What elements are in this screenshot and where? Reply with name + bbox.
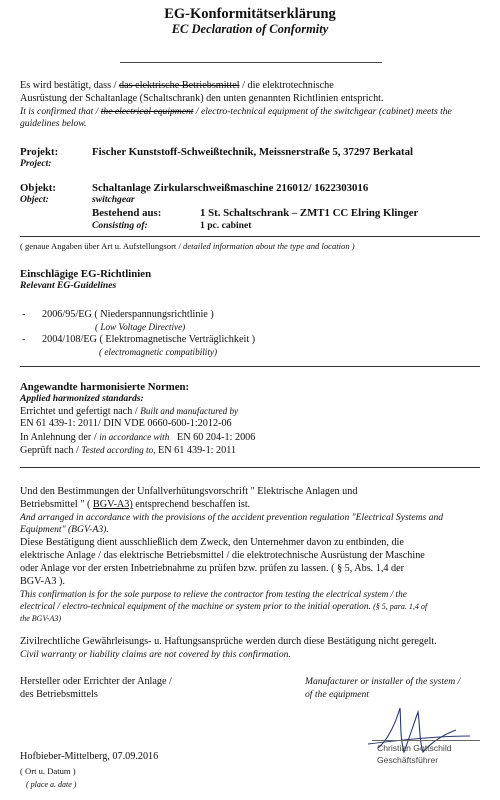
regulation-de-line2: Betriebsmittel " ( BGV-A3) entsprechend beschaffen ist. bbox=[20, 499, 251, 510]
directive-bullet: - bbox=[22, 309, 26, 320]
object-divider bbox=[20, 236, 480, 237]
standards-heading: Angewandte harmonisierte Normen: bbox=[20, 381, 190, 393]
directive-item: 2004/108/EG ( Elektromagnetische Verträglichkeit ) bbox=[42, 334, 256, 345]
page-title: EG-Konformitätserklärung bbox=[164, 6, 336, 22]
confirmation-de-line2: elektrische Anlage / das elektrische Betriebsmittel / die elektrotechnische Ausrüstung der Maschine bbox=[20, 550, 425, 561]
place-date-label-en: ( place a. date ) bbox=[26, 780, 77, 789]
standards-divider bbox=[20, 467, 480, 468]
consisting-label-en: Consisting of: bbox=[92, 220, 148, 231]
regulation-en-line1: And arranged in accordance with the provisions of the accident prevention regulation "Electrical Systems and bbox=[20, 512, 444, 523]
object-value: Schaltanlage Zirkularschweißmaschine 216012/ 1622303016 bbox=[92, 182, 369, 194]
confirmation-de-line1: Diese Bestätigung dient ausschließlich dem Zweck, den Unternehmer davon zu entbinden, die bbox=[20, 537, 404, 548]
directive-item-en: ( electromagnetic compatibility) bbox=[99, 347, 218, 357]
directive-item: 2006/95/EG ( Niederspannungsrichtlinie ) bbox=[42, 309, 214, 320]
consisting-value: 1 St. Schaltschrank – ZMT1 CC Elring Klinger bbox=[200, 207, 419, 219]
standards-accord: In Anlehnung der / in accordance with EN 60 204-1: 2006 bbox=[20, 432, 256, 443]
confirmation-de-line4: BGV-A3 ). bbox=[20, 576, 65, 587]
intro-en-line2: guidelines below. bbox=[20, 118, 87, 129]
signature-line bbox=[372, 740, 480, 741]
confirmation-en-line2: electrical / electro-technical equipment of the machine or system prior to the initial operation. (§ 5, para. 1,4 of bbox=[20, 602, 428, 612]
project-value: Fischer Kunststoff-Schweißtechnik, Meissnerstraße 5, 37297 Berkatal bbox=[92, 146, 413, 158]
directives-heading-en: Relevant EG-Guidelines bbox=[20, 280, 117, 291]
object-label-en: Object: bbox=[20, 194, 49, 205]
manufacturer-de-line1: Hersteller oder Errichter der Anlage / bbox=[20, 676, 172, 687]
confirmation-en-line3: the BGV-A3) bbox=[20, 614, 62, 623]
manufacturer-de-line2: des Betriebsmittels bbox=[20, 689, 98, 700]
manufacturer-en-line2: of the equipment bbox=[305, 689, 369, 700]
standards-tested: Geprüft nach / Tested according to, EN 61 439-1: 2011 bbox=[20, 445, 237, 456]
regulation-en-line2: Equipment" (BGV-A3). bbox=[20, 524, 109, 535]
manufacturer-en-line1: Manufacturer or installer of the system / bbox=[305, 676, 461, 687]
intro-de-line2: Ausrüstung der Schaltanlage (Schaltschrank) den unten genannten Richtlinien entspricht. bbox=[20, 93, 384, 104]
title-divider bbox=[120, 62, 382, 63]
directives-heading: Einschlägige EG-Richtlinien bbox=[20, 268, 152, 280]
object-label: Objekt: bbox=[20, 182, 56, 194]
confirmation-en-line1: This confirmation is for the sole purpose to relieve the contractor from testing the electrical system / the bbox=[20, 590, 407, 600]
object-value-en: switchgear bbox=[92, 194, 135, 205]
project-label-en: Project: bbox=[20, 158, 52, 169]
directive-bullet: - bbox=[22, 334, 26, 345]
project-label: Projekt: bbox=[20, 146, 59, 158]
intro-de-line1: Es wird bestätigt, dass / das elektrische Betriebsmittel / die elektrotechnische bbox=[20, 80, 334, 91]
object-note: ( genaue Angaben über Art u. Aufstellungsort / detailed information about the type and location ) bbox=[20, 241, 355, 251]
warranty-de: Zivilrechtliche Gewährleisungs- u. Haftungsansprüche werden durch diese Bestätigung nicht geregelt. bbox=[20, 636, 437, 647]
standards-built-value: EN 61 439-1: 2011/ DIN VDE 0660-600-1:2012-06 bbox=[20, 418, 232, 429]
directive-item-en: ( Low Voltage Directive) bbox=[95, 322, 186, 332]
directives-divider bbox=[20, 366, 480, 367]
consisting-value-en: 1 pc. cabinet bbox=[200, 220, 252, 231]
place-date: Hofbieber-Mittelberg, 07.09.2016 bbox=[20, 751, 159, 762]
standards-heading-en: Applied harmonized standards: bbox=[20, 393, 144, 404]
intro-en-line1: It is confirmed that / the electrical equipment / electro-technical equipment of the switchgear (cabinet) meets the bbox=[20, 106, 452, 117]
signer-name: Christian Gottschild bbox=[377, 743, 452, 753]
warranty-en: Civil warranty or liability claims are not covered by this confirmation. bbox=[20, 649, 291, 660]
consisting-label: Bestehend aus: bbox=[92, 207, 162, 219]
standards-built: Errichtet und gefertigt nach / Built and manufactured by bbox=[20, 406, 239, 417]
confirmation-de-line3: oder Anlage vor der ersten Inbetriebnahme zu prüfen bzw. prüfen zu lassen. ( § 5, Abs. 1,4 der bbox=[20, 563, 405, 574]
regulation-de-line1: Und den Bestimmungen der Unfallverhütungsvorschrift " Elektrische Anlagen und bbox=[20, 486, 358, 497]
signer-role: Geschäftsführer bbox=[377, 755, 439, 765]
place-date-label: ( Ort u. Datum ) bbox=[20, 766, 76, 776]
page-subtitle: EC Declaration of Conformity bbox=[171, 22, 329, 36]
